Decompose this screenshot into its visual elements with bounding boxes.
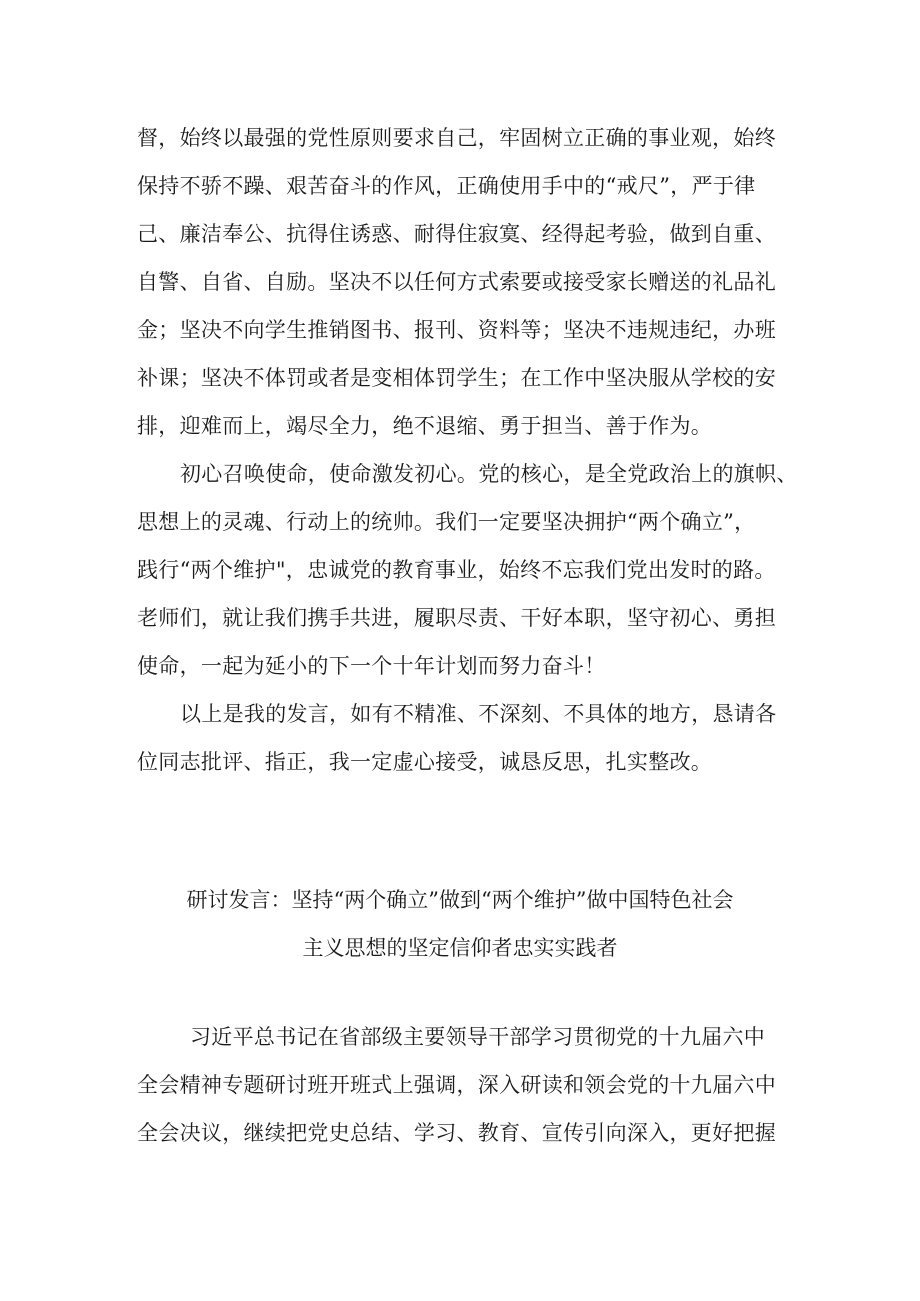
title-line: 主义思想的坚定信仰者忠实实践者 xyxy=(302,936,618,960)
text-line: 习近平总书记在省部级主要领导干部学习贯彻党的十九届六中 xyxy=(190,1025,766,1049)
text-line: 以上是我的发言，如有不精准、不深刻、不具体的地方，恳请各 xyxy=(180,702,777,726)
text-line: 使命，一起为延小的下一个十年计划而努力奋斗！ xyxy=(137,654,606,678)
text-line: 践行“两个维护"，忠诚党的教育事业，始终不忘我们党出发时的路。 xyxy=(137,558,776,582)
text-line: 保持不骄不躁、艰苦奋斗的作风，正确使用手中的“戒尺”，严于律 xyxy=(137,174,756,198)
text-line: 己、廉洁奉公、抗得住诱惑、耐得住寂寞、经得起考验，做到自重、 xyxy=(137,222,776,246)
text-line: 排，迎难而上，竭尽全力，绝不退缩、勇于担当、善于作为。 xyxy=(137,414,713,438)
text-line: 自警、自省、自励。坚决不以任何方式索要或接受家长赠送的礼品礼 xyxy=(137,270,776,294)
text-line: 初心召唤使命，使命激发初心。党的核心，是全党政治上的旗帜、 xyxy=(180,462,798,486)
text-line: 金；坚决不向学生推销图书、报刊、资料等；坚决不违规违纪，办班 xyxy=(137,318,776,342)
text-line: 督，始终以最强的党性原则要求自己，牢固树立正确的事业观，始终 xyxy=(137,126,776,150)
text-line: 老师们，就让我们携手共进，履职尽责、干好本职，坚守初心、勇担 xyxy=(137,606,776,630)
text-line: 思想上的灵魂、行动上的统帅。我们一定要坚决拥护“两个确立”， xyxy=(137,510,756,534)
text-line: 补课；坚决不体罚或者是变相体罚学生；在工作中坚决服从学校的安 xyxy=(137,366,776,390)
title-line: 研讨发言：坚持“两个确立”做到“两个维护”做中国特色社会 xyxy=(186,888,734,912)
text-line: 全会决议，继续把党史总结、学习、教育、宣传引向深入，更好把握 xyxy=(137,1121,776,1145)
text-line: 位同志批评、指正，我一定虚心接受，诚恳反思，扎实整改。 xyxy=(137,750,713,774)
text-line: 全会精神专题研讨班开班式上强调，深入研读和领会党的十九届六中 xyxy=(137,1073,776,1097)
